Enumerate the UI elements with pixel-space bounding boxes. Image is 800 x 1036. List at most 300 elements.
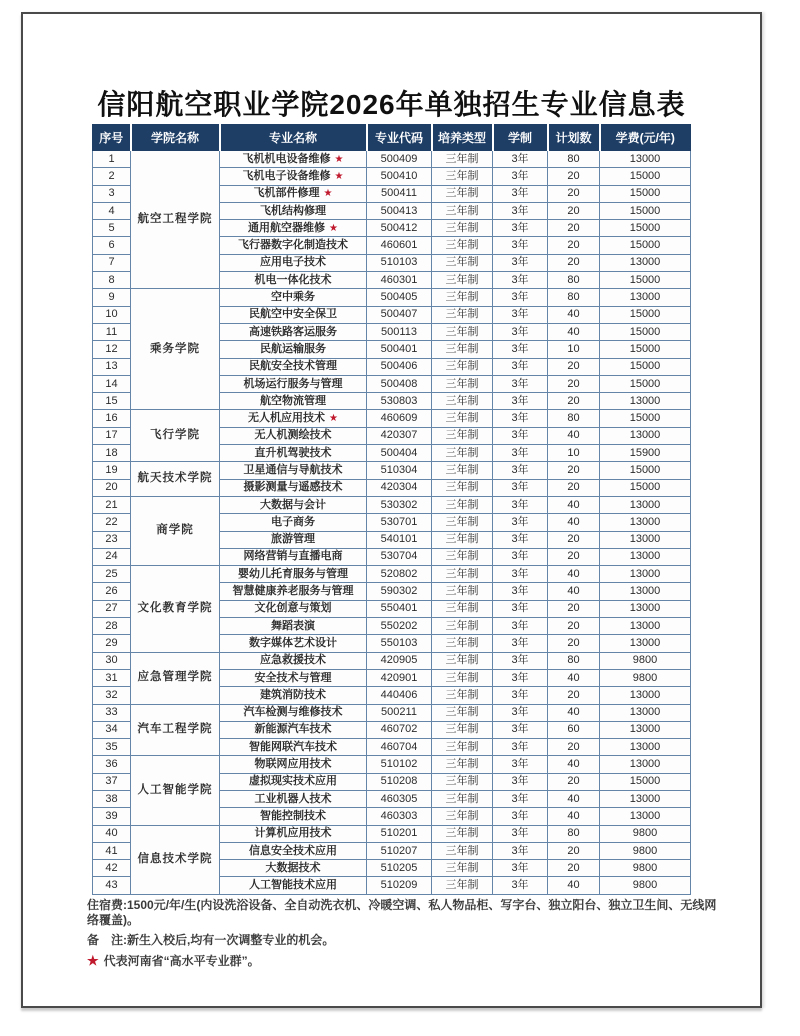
cell-code: 460305: [367, 790, 432, 807]
cell-no: 13: [93, 358, 131, 375]
cell-major: 智慧健康养老服务与管理: [220, 583, 367, 600]
cell-no: 22: [93, 514, 131, 531]
cell-tuition: 13000: [600, 583, 691, 600]
cell-tuition: 13000: [600, 808, 691, 825]
cell-code: 500211: [367, 704, 432, 721]
note-accommodation: 住宿费:1500元/年/生(内设洗浴设备、全自动洗衣机、冷暖空调、私人物品柜、写字台、独立阳台、独立卫生间、无线网络覆盖)。: [87, 898, 717, 927]
cell-major: 直升机驾驶技术: [220, 445, 367, 462]
cell-training-type: 三年制: [432, 185, 493, 202]
cell-schooling-years: 3年: [493, 185, 548, 202]
cell-major: 飞行器数字化制造技术: [220, 237, 367, 254]
cell-tuition: 13000: [600, 566, 691, 583]
table-row: [93, 566, 691, 583]
cell-major: 民航运输服务: [220, 341, 367, 358]
star-icon: ★: [334, 170, 344, 182]
column-header: 学制: [493, 125, 548, 151]
cell-code: 420304: [367, 479, 432, 496]
cell-code: 550103: [367, 635, 432, 652]
cell-schooling-years: 3年: [493, 877, 548, 894]
cell-plan-count: 40: [548, 514, 600, 531]
table-row: [93, 151, 691, 168]
cell-tuition: 13000: [600, 254, 691, 271]
cell-schooling-years: 3年: [493, 739, 548, 756]
cell-training-type: 三年制: [432, 600, 493, 617]
column-header: 学院名称: [131, 125, 220, 151]
cell-code: 540101: [367, 531, 432, 548]
cell-schooling-years: 3年: [493, 341, 548, 358]
cell-no: 15: [93, 393, 131, 410]
cell-training-type: 三年制: [432, 825, 493, 842]
cell-training-type: 三年制: [432, 808, 493, 825]
column-header: 计划数: [548, 125, 600, 151]
cell-no: 11: [93, 323, 131, 340]
cell-schooling-years: 3年: [493, 652, 548, 669]
star-icon: ★: [329, 413, 338, 425]
cell-plan-count: 20: [548, 600, 600, 617]
cell-no: 40: [93, 825, 131, 842]
cell-tuition: 15000: [600, 479, 691, 496]
cell-plan-count: 20: [548, 773, 600, 790]
cell-training-type: 三年制: [432, 323, 493, 340]
cell-code: 590302: [367, 583, 432, 600]
cell-tuition: 13000: [600, 548, 691, 565]
cell-major: 飞机机电设备维修 ★: [220, 151, 367, 168]
table-row: [93, 496, 691, 513]
cell-training-type: 三年制: [432, 877, 493, 894]
cell-no: 31: [93, 669, 131, 686]
cell-major: 电子商务: [220, 514, 367, 531]
cell-plan-count: 10: [548, 445, 600, 462]
cell-code: 500406: [367, 358, 432, 375]
cell-college: 航天技术学院: [131, 462, 220, 497]
cell-major: 高速铁路客运服务: [220, 323, 367, 340]
cell-major: 旅游管理: [220, 531, 367, 548]
table-row: [93, 652, 691, 669]
cell-college: 飞行学院: [131, 410, 220, 462]
cell-training-type: 三年制: [432, 237, 493, 254]
cell-major: 航空物流管理: [220, 393, 367, 410]
cell-major: 无人机应用技术 ★: [220, 410, 367, 427]
table-row: [93, 289, 691, 306]
cell-training-type: 三年制: [432, 756, 493, 773]
cell-plan-count: 20: [548, 548, 600, 565]
cell-tuition: 9800: [600, 877, 691, 894]
cell-tuition: 9800: [600, 825, 691, 842]
cell-major: 通用航空器维修 ★: [220, 220, 367, 237]
cell-tuition: 13000: [600, 739, 691, 756]
cell-code: 500412: [367, 220, 432, 237]
cell-no: 34: [93, 721, 131, 738]
cell-plan-count: 80: [548, 652, 600, 669]
cell-code: 500407: [367, 306, 432, 323]
cell-plan-count: 20: [548, 237, 600, 254]
cell-no: 39: [93, 808, 131, 825]
cell-college: 人工智能学院: [131, 756, 220, 825]
cell-tuition: 15000: [600, 272, 691, 289]
cell-tuition: 13000: [600, 687, 691, 704]
cell-schooling-years: 3年: [493, 825, 548, 842]
cell-major: 虚拟现实技术应用: [220, 773, 367, 790]
cell-college: 商学院: [131, 496, 220, 565]
cell-tuition: 13000: [600, 756, 691, 773]
cell-major: 应用电子技术: [220, 254, 367, 271]
cell-tuition: 13000: [600, 496, 691, 513]
cell-no: 33: [93, 704, 131, 721]
cell-major: 工业机器人技术: [220, 790, 367, 807]
cell-code: 500411: [367, 185, 432, 202]
cell-schooling-years: 3年: [493, 358, 548, 375]
cell-tuition: 9800: [600, 860, 691, 877]
cell-training-type: 三年制: [432, 721, 493, 738]
star-icon: ★: [334, 153, 344, 165]
cell-tuition: 15000: [600, 185, 691, 202]
cell-training-type: 三年制: [432, 687, 493, 704]
cell-no: 4: [93, 202, 131, 219]
cell-major: 文化创意与策划: [220, 600, 367, 617]
cell-no: 10: [93, 306, 131, 323]
cell-no: 23: [93, 531, 131, 548]
cell-training-type: 三年制: [432, 548, 493, 565]
cell-schooling-years: 3年: [493, 375, 548, 392]
cell-plan-count: 40: [548, 704, 600, 721]
cell-schooling-years: 3年: [493, 462, 548, 479]
cell-training-type: 三年制: [432, 289, 493, 306]
cell-major: 无人机测绘技术: [220, 427, 367, 444]
cell-college: 文化教育学院: [131, 566, 220, 652]
cell-schooling-years: 3年: [493, 427, 548, 444]
column-header: 序号: [93, 125, 131, 151]
note-star-legend: [87, 953, 727, 969]
cell-major: 智能网联汽车技术: [220, 739, 367, 756]
cell-training-type: 三年制: [432, 531, 493, 548]
cell-code: 440406: [367, 687, 432, 704]
cell-training-type: 三年制: [432, 341, 493, 358]
cell-major: 大数据技术: [220, 860, 367, 877]
cell-training-type: 三年制: [432, 168, 493, 185]
cell-no: 20: [93, 479, 131, 496]
cell-major: 民航安全技术管理: [220, 358, 367, 375]
cell-plan-count: 20: [548, 393, 600, 410]
cell-plan-count: 20: [548, 220, 600, 237]
cell-plan-count: 20: [548, 254, 600, 271]
cell-tuition: 9800: [600, 669, 691, 686]
cell-no: 26: [93, 583, 131, 600]
cell-tuition: 15000: [600, 375, 691, 392]
cell-plan-count: 20: [548, 531, 600, 548]
cell-training-type: 三年制: [432, 445, 493, 462]
cell-code: 510208: [367, 773, 432, 790]
cell-plan-count: 20: [548, 860, 600, 877]
cell-schooling-years: 3年: [493, 687, 548, 704]
cell-plan-count: 20: [548, 687, 600, 704]
cell-major: 网络营销与直播电商: [220, 548, 367, 565]
cell-schooling-years: 3年: [493, 220, 548, 237]
cell-major: 摄影测量与遥感技术: [220, 479, 367, 496]
cell-no: 6: [93, 237, 131, 254]
star-icon: ★: [329, 222, 338, 234]
cell-code: 550202: [367, 618, 432, 635]
cell-code: 500409: [367, 151, 432, 168]
cell-tuition: 13000: [600, 151, 691, 168]
cell-plan-count: 20: [548, 185, 600, 202]
cell-schooling-years: 3年: [493, 548, 548, 565]
cell-no: 21: [93, 496, 131, 513]
cell-schooling-years: 3年: [493, 756, 548, 773]
cell-no: 5: [93, 220, 131, 237]
cell-major: 建筑消防技术: [220, 687, 367, 704]
cell-major: 人工智能技术应用: [220, 877, 367, 894]
cell-tuition: 13000: [600, 618, 691, 635]
cell-tuition: 13000: [600, 427, 691, 444]
cell-training-type: 三年制: [432, 427, 493, 444]
cell-tuition: 15000: [600, 168, 691, 185]
cell-code: 510209: [367, 877, 432, 894]
cell-tuition: 9800: [600, 652, 691, 669]
cell-major: 应急救援技术: [220, 652, 367, 669]
cell-tuition: 13000: [600, 531, 691, 548]
table-body: [93, 151, 691, 895]
cell-tuition: 13000: [600, 600, 691, 617]
cell-schooling-years: 3年: [493, 566, 548, 583]
cell-no: 35: [93, 739, 131, 756]
note-star-text: 代表河南省“高水平专业群”。: [103, 954, 260, 968]
cell-no: 41: [93, 842, 131, 859]
cell-college: 乘务学院: [131, 289, 220, 410]
cell-plan-count: 40: [548, 566, 600, 583]
cell-code: 510103: [367, 254, 432, 271]
cell-plan-count: 80: [548, 410, 600, 427]
cell-code: 500113: [367, 323, 432, 340]
cell-no: 9: [93, 289, 131, 306]
cell-plan-count: 40: [548, 808, 600, 825]
cell-plan-count: 20: [548, 479, 600, 496]
cell-schooling-years: 3年: [493, 289, 548, 306]
cell-schooling-years: 3年: [493, 704, 548, 721]
cell-major: 婴幼儿托育服务与管理: [220, 566, 367, 583]
cell-training-type: 三年制: [432, 220, 493, 237]
cell-no: 36: [93, 756, 131, 773]
cell-tuition: 15000: [600, 323, 691, 340]
cell-schooling-years: 3年: [493, 272, 548, 289]
cell-major: 飞机部件修理 ★: [220, 185, 367, 202]
cell-code: 420307: [367, 427, 432, 444]
cell-training-type: 三年制: [432, 358, 493, 375]
cell-major: 信息安全技术应用: [220, 842, 367, 859]
cell-no: 17: [93, 427, 131, 444]
cell-code: 510304: [367, 462, 432, 479]
cell-plan-count: 40: [548, 877, 600, 894]
column-header: 学费(元/年): [600, 125, 691, 151]
cell-schooling-years: 3年: [493, 860, 548, 877]
cell-tuition: 13000: [600, 393, 691, 410]
cell-training-type: 三年制: [432, 773, 493, 790]
cell-tuition: 13000: [600, 790, 691, 807]
cell-training-type: 三年制: [432, 514, 493, 531]
cell-major: 安全技术与管理: [220, 669, 367, 686]
note-remark: 备 注:新生入校后,均有一次调整专业的机会。: [87, 933, 335, 947]
cell-schooling-years: 3年: [493, 531, 548, 548]
cell-no: 30: [93, 652, 131, 669]
majors-table: [92, 124, 691, 895]
cell-code: 530704: [367, 548, 432, 565]
cell-no: 7: [93, 254, 131, 271]
cell-no: 24: [93, 548, 131, 565]
cell-code: 500405: [367, 289, 432, 306]
cell-schooling-years: 3年: [493, 410, 548, 427]
cell-code: 510205: [367, 860, 432, 877]
cell-tuition: 15900: [600, 445, 691, 462]
cell-code: 420901: [367, 669, 432, 686]
cell-major: 民航空中安全保卫: [220, 306, 367, 323]
cell-code: 500408: [367, 375, 432, 392]
cell-plan-count: 20: [548, 375, 600, 392]
cell-plan-count: 40: [548, 323, 600, 340]
cell-plan-count: 20: [548, 739, 600, 756]
cell-schooling-years: 3年: [493, 237, 548, 254]
cell-tuition: 15000: [600, 202, 691, 219]
cell-training-type: 三年制: [432, 479, 493, 496]
cell-no: 16: [93, 410, 131, 427]
cell-plan-count: 20: [548, 168, 600, 185]
cell-college: 应急管理学院: [131, 652, 220, 704]
cell-training-type: 三年制: [432, 202, 493, 219]
cell-training-type: 三年制: [432, 375, 493, 392]
cell-no: 2: [93, 168, 131, 185]
cell-code: 500404: [367, 445, 432, 462]
cell-plan-count: 80: [548, 151, 600, 168]
cell-plan-count: 20: [548, 618, 600, 635]
cell-schooling-years: 3年: [493, 808, 548, 825]
cell-code: 460702: [367, 721, 432, 738]
cell-tuition: 15000: [600, 341, 691, 358]
cell-college: 汽车工程学院: [131, 704, 220, 756]
cell-training-type: 三年制: [432, 704, 493, 721]
column-header: 专业代码: [367, 125, 432, 151]
cell-plan-count: 40: [548, 496, 600, 513]
cell-code: 460609: [367, 410, 432, 427]
cell-training-type: 三年制: [432, 496, 493, 513]
cell-schooling-years: 3年: [493, 323, 548, 340]
cell-training-type: 三年制: [432, 254, 493, 271]
cell-training-type: 三年制: [432, 669, 493, 686]
cell-schooling-years: 3年: [493, 583, 548, 600]
cell-plan-count: 80: [548, 825, 600, 842]
cell-major: 飞机电子设备维修 ★: [220, 168, 367, 185]
cell-plan-count: 10: [548, 341, 600, 358]
cell-training-type: 三年制: [432, 272, 493, 289]
page-title: 信阳航空职业学院2026年单独招生专业信息表: [97, 88, 686, 120]
cell-schooling-years: 3年: [493, 479, 548, 496]
cell-schooling-years: 3年: [493, 618, 548, 635]
table-row: [93, 704, 691, 721]
cell-training-type: 三年制: [432, 393, 493, 410]
cell-training-type: 三年制: [432, 618, 493, 635]
cell-major: 舞蹈表演: [220, 618, 367, 635]
cell-code: 530701: [367, 514, 432, 531]
cell-major: 物联网应用技术: [220, 756, 367, 773]
cell-training-type: 三年制: [432, 635, 493, 652]
cell-schooling-years: 3年: [493, 721, 548, 738]
cell-no: 27: [93, 600, 131, 617]
cell-no: 25: [93, 566, 131, 583]
cell-major: 数字媒体艺术设计: [220, 635, 367, 652]
star-icon: ★: [323, 188, 333, 200]
cell-code: 510102: [367, 756, 432, 773]
cell-code: 500401: [367, 341, 432, 358]
cell-tuition: 13000: [600, 514, 691, 531]
cell-code: 510207: [367, 842, 432, 859]
cell-no: 8: [93, 272, 131, 289]
cell-code: 460704: [367, 739, 432, 756]
cell-no: 28: [93, 618, 131, 635]
cell-training-type: 三年制: [432, 306, 493, 323]
cell-schooling-years: 3年: [493, 790, 548, 807]
header-row: [93, 125, 691, 151]
cell-schooling-years: 3年: [493, 254, 548, 271]
cell-training-type: 三年制: [432, 566, 493, 583]
cell-code: 500413: [367, 202, 432, 219]
cell-college: 航空工程学院: [131, 151, 220, 289]
cell-no: 14: [93, 375, 131, 392]
cell-major: 智能控制技术: [220, 808, 367, 825]
cell-plan-count: 80: [548, 289, 600, 306]
cell-schooling-years: 3年: [493, 773, 548, 790]
cell-schooling-years: 3年: [493, 496, 548, 513]
cell-no: 12: [93, 341, 131, 358]
footer-notes: [87, 898, 727, 974]
cell-training-type: 三年制: [432, 151, 493, 168]
cell-training-type: 三年制: [432, 842, 493, 859]
cell-tuition: 13000: [600, 635, 691, 652]
cell-major: 机场运行服务与管理: [220, 375, 367, 392]
cell-schooling-years: 3年: [493, 514, 548, 531]
cell-plan-count: 40: [548, 756, 600, 773]
cell-college: 信息技术学院: [131, 825, 220, 894]
cell-code: 500410: [367, 168, 432, 185]
column-header: 专业名称: [220, 125, 367, 151]
table-row: [93, 462, 691, 479]
cell-tuition: 15000: [600, 358, 691, 375]
cell-no: 38: [93, 790, 131, 807]
cell-schooling-years: 3年: [493, 669, 548, 686]
cell-plan-count: 40: [548, 669, 600, 686]
table-row: [93, 410, 691, 427]
cell-no: 1: [93, 151, 131, 168]
cell-code: 550401: [367, 600, 432, 617]
cell-tuition: 15000: [600, 462, 691, 479]
cell-plan-count: 60: [548, 721, 600, 738]
cell-tuition: 9800: [600, 842, 691, 859]
cell-no: 37: [93, 773, 131, 790]
column-header: 培养类型: [432, 125, 493, 151]
page-frame: [21, 12, 762, 1008]
cell-schooling-years: 3年: [493, 202, 548, 219]
cell-schooling-years: 3年: [493, 168, 548, 185]
cell-code: 520802: [367, 566, 432, 583]
cell-tuition: 15000: [600, 220, 691, 237]
cell-major: 新能源汽车技术: [220, 721, 367, 738]
cell-plan-count: 20: [548, 202, 600, 219]
cell-tuition: 15000: [600, 410, 691, 427]
cell-code: 420905: [367, 652, 432, 669]
cell-schooling-years: 3年: [493, 842, 548, 859]
cell-tuition: 13000: [600, 289, 691, 306]
cell-code: 460601: [367, 237, 432, 254]
cell-major: 飞机结构修理: [220, 202, 367, 219]
cell-plan-count: 40: [548, 583, 600, 600]
cell-code: 530302: [367, 496, 432, 513]
cell-code: 460303: [367, 808, 432, 825]
